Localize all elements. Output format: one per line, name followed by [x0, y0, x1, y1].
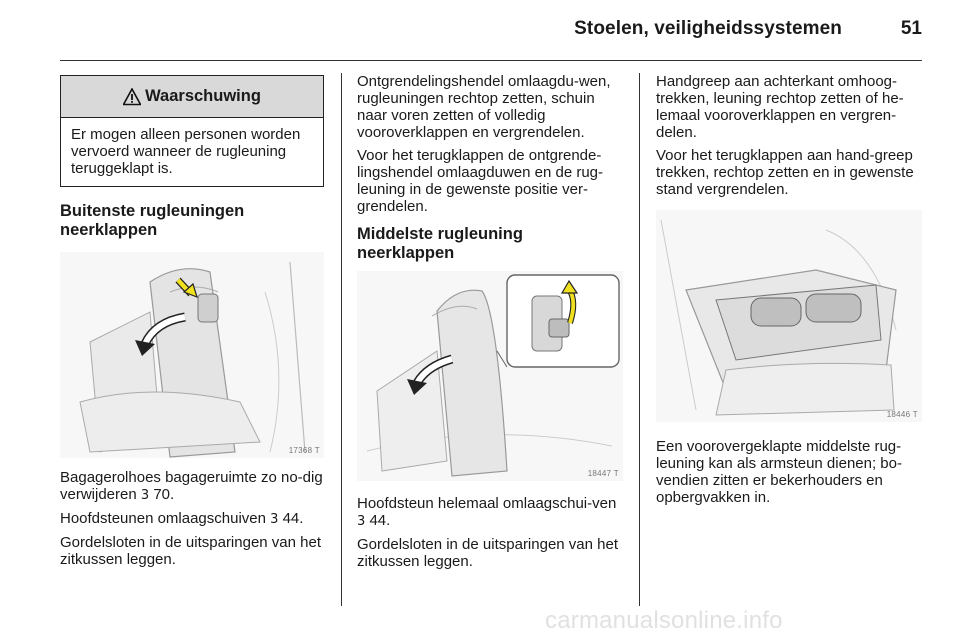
column-divider — [639, 73, 640, 606]
page-ref: 70. — [153, 486, 175, 503]
page-ref: 44. — [369, 512, 391, 529]
paragraph: Bagagerolhoes bagageruimte zo no-dig verwijderen 3 70. — [60, 469, 323, 503]
column-3 — [656, 73, 922, 512]
figure-code: 18447 T — [587, 469, 619, 478]
paragraph: Ontgrendelingshendel omlaagdu-wen, rugleuningen rechtop zetten, schuin naar voren zetten of volledig vooroverklappen en vergrendelen. — [357, 73, 611, 141]
page-ref: 44. — [282, 510, 304, 527]
header-rule — [60, 60, 922, 61]
paragraph: Voor het terugklappen aan hand-greep trekken, rechtop zetten en in gewenste stand vergrendelen. — [656, 147, 914, 198]
warning-triangle-icon — [123, 88, 141, 106]
paragraph: Hoofdsteun helemaal omlaagschui-ven 3 44. — [357, 495, 617, 529]
warning-header — [61, 76, 323, 118]
page-ref-arrow-icon: 3 — [357, 514, 366, 529]
paragraph: Een voorovergeklapte middelste rug-leuning kan als armsteun dienen; bo-vendien zitten er bekerhouders en opbergvakken in. — [656, 438, 902, 506]
paragraph: Gordelsloten in de uitsparingen van het zitkussen leggen. — [60, 534, 322, 568]
page-number: 51 — [900, 18, 922, 39]
watermark: carmanualsonline.info — [545, 607, 783, 634]
page-ref-arrow-icon: 3 — [270, 512, 279, 527]
page-ref-arrow-icon: 3 — [140, 488, 150, 503]
figure-code: 18446 T — [886, 410, 918, 419]
page-header — [0, 0, 960, 60]
warning-box — [60, 75, 324, 187]
paragraph: Voor het terugklappen de ontgrende-lingshendel omlaagduwen en de rug-leuning in de gewenste positie ver-grendelen. — [357, 147, 604, 215]
figure-outer-seat — [60, 252, 324, 458]
warning-title: Waarschuwing — [145, 87, 261, 105]
figure-code: 17368 T — [288, 446, 320, 455]
column-divider — [341, 73, 342, 606]
column-1 — [60, 73, 324, 574]
figure-middle-seat — [357, 271, 623, 481]
paragraph: Gordelsloten in de uitsparingen van het zitkussen leggen. — [357, 536, 619, 570]
page-title: Stoelen, veiligheidssystemen — [574, 18, 842, 39]
section-heading: Buitenste rugleuningen neerklappen — [60, 202, 245, 239]
warning-body: Er mogen alleen personen worden vervoerd wanneer de rugleuning teruggeklapt is. — [71, 126, 301, 177]
section-heading: Middelste rugleuning neerklappen — [357, 225, 523, 262]
paragraph: Hoofdsteunen omlaagschuiven 3 44. — [60, 510, 304, 527]
column-2 — [357, 73, 623, 576]
figure-armrest — [656, 210, 922, 422]
paragraph: Handgreep aan achterkant omhoog-trekken, leuning rechtop zetten of he-lemaal vooroverklappen en vergren-delen. — [656, 73, 904, 141]
